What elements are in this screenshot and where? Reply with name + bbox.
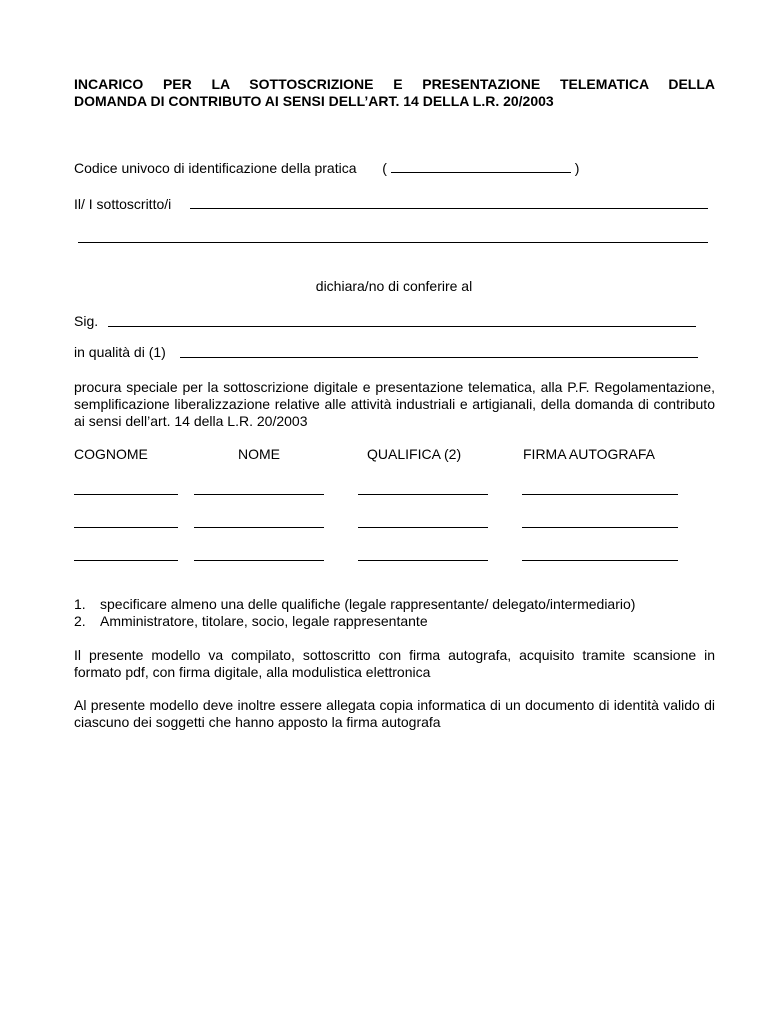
cognome-field[interactable] — [74, 494, 178, 495]
header-qualifica: QUALIFICA (2) — [367, 446, 462, 462]
qualita-row — [74, 344, 166, 361]
note-text: Amministratore, titolare, socio, legale rappresentante — [100, 613, 428, 629]
dichiara-text: dichiara/no di conferire al — [315, 278, 473, 294]
note-item — [74, 613, 715, 630]
note-number: 1. — [74, 596, 86, 612]
note-item — [74, 596, 715, 613]
sottoscritto-field-2[interactable] — [78, 242, 708, 243]
notes-list — [74, 596, 715, 630]
sottoscritto-field[interactable] — [190, 208, 708, 209]
sottoscritto-label: Il/ I sottoscritto/i — [74, 196, 172, 212]
nome-field[interactable] — [194, 494, 324, 495]
header-cognome: COGNOME — [74, 446, 148, 462]
title-line-1: INCARICO PER LA SOTTOSCRIZIONE E PRESENTAZIONE TELEMATICA DELLA — [74, 76, 715, 92]
qualifica-field[interactable] — [358, 560, 488, 561]
codice-row — [74, 160, 579, 177]
firma-field[interactable] — [522, 527, 678, 528]
note-number: 2. — [74, 613, 86, 629]
nome-field[interactable] — [194, 560, 324, 561]
sig-label: Sig. — [74, 313, 99, 329]
instructions-paragraph: Il presente modello va compilato, sottoscritto con firma autografa, acquisito tramite scansione in formato pdf, con firma digitale, alla modulistica elettronica — [74, 647, 715, 680]
cognome-field[interactable] — [74, 560, 178, 561]
cognome-field[interactable] — [74, 527, 178, 528]
nome-field[interactable] — [194, 527, 324, 528]
note-text: specificare almeno una delle qualifiche (legale rappresentante/ delegato/intermediario) — [100, 596, 636, 612]
title-line-2: DOMANDA DI CONTRIBUTO AI SENSI DELL’ART. 14 DELLA L.R. 20/2003 — [74, 93, 554, 109]
attachment-paragraph: Al presente modello deve inoltre essere allegata copia informatica di un documento di identità valido di ciascuno dei soggetti che hanno apposto la firma autografa — [74, 697, 715, 730]
codice-open-paren: ( — [382, 160, 387, 176]
sig-row — [74, 313, 98, 330]
sig-field[interactable] — [108, 326, 696, 327]
firma-field[interactable] — [522, 494, 678, 495]
sottoscritto-row — [74, 196, 171, 213]
qualita-field[interactable] — [180, 357, 698, 358]
qualita-label: in qualità di (1) — [74, 344, 166, 360]
codice-field[interactable] — [391, 160, 571, 173]
codice-close-paren: ) — [574, 160, 580, 176]
header-firma: FIRMA AUTOGRAFA — [523, 446, 655, 462]
document-title — [74, 76, 715, 110]
qualifica-field[interactable] — [358, 527, 488, 528]
codice-label: Codice univoco di identificazione della pratica — [74, 160, 357, 176]
firma-field[interactable] — [522, 560, 678, 561]
qualifica-field[interactable] — [358, 494, 488, 495]
header-nome: NOME — [238, 446, 280, 462]
procura-paragraph: procura speciale per la sottoscrizione digitale e presentazione telematica, alla P.F. Regolamentazione, semplificazione liberalizzazione relative alle attività industriali e artigianali, della domanda di contributo ai sensi dell’art. 14 della L.R. 20/2003 — [74, 379, 715, 429]
